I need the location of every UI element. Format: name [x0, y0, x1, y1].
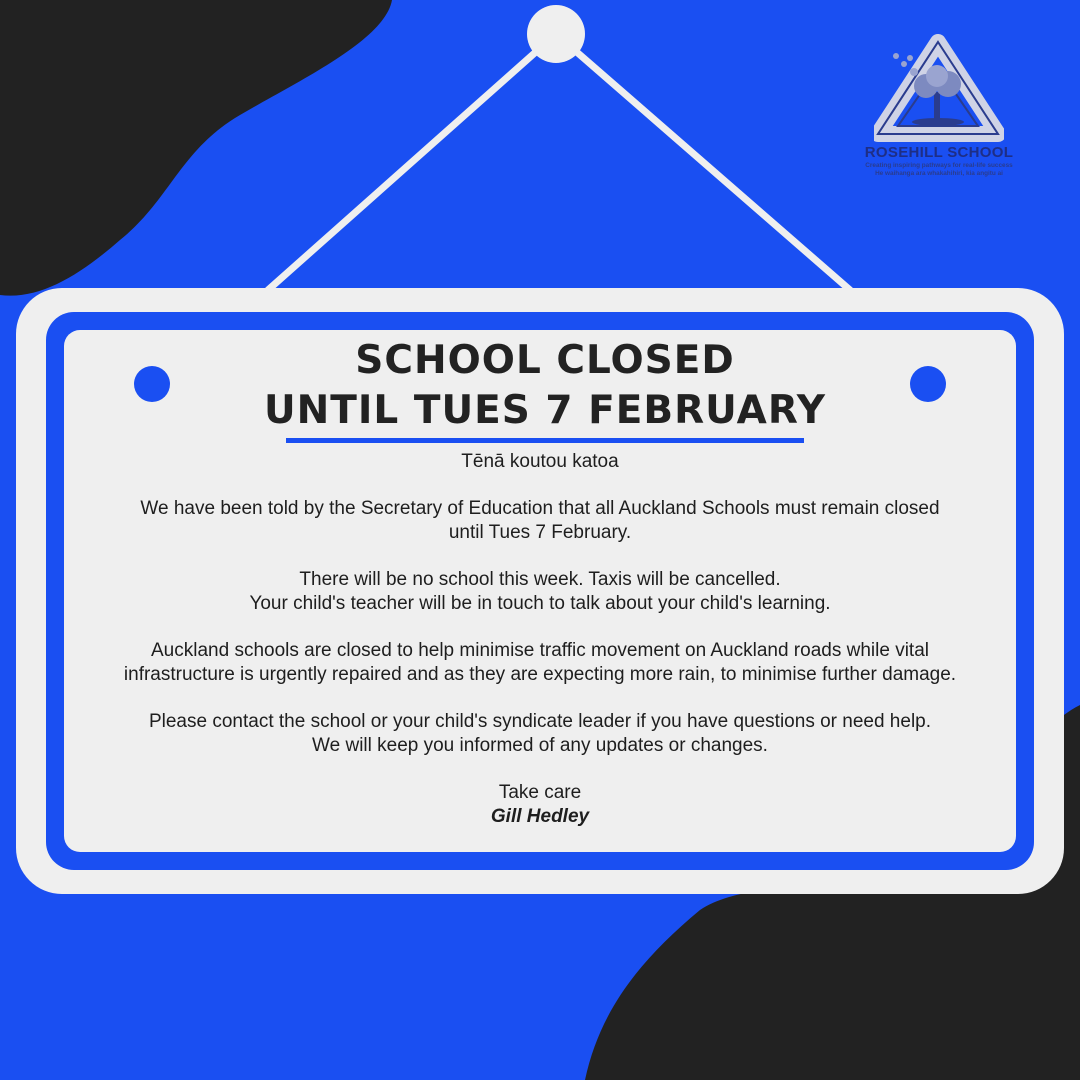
school-tagline-maori: He waihanga ara whakahihiri, kia angitu ai: [875, 170, 1003, 177]
reason-line-1: Auckland schools are closed to help minimise traffic movement on Auckland roads while vital: [151, 640, 929, 661]
closing-text: Take care: [498, 782, 582, 803]
triangle-tree-emblem: [874, 34, 1004, 144]
contact-line-2: We will keep you informed of any updates or changes.: [312, 735, 768, 756]
greeting: Tēnā koutou katoa: [461, 451, 619, 472]
no-school-line-1: There will be no school this week. Taxis will be cancelled.: [299, 569, 781, 590]
headline-line-2: UNTIL TUES 7 FEBRUARY: [264, 388, 826, 433]
school-tagline-english: Creating inspiring pathways for real-life success: [865, 162, 1013, 169]
closure-headline: [140, 336, 950, 436]
headline-line-1: SCHOOL CLOSED: [355, 338, 735, 383]
hanger-string-right: [556, 34, 850, 290]
closure-line-1: We have been told by the Secretary of Education that all Auckland Schools must remain closed: [140, 498, 940, 519]
signoff-paragraph: [70, 781, 1010, 829]
reason-line-2: infrastructure is urgently repaired and as they are expecting more rain, to minimise further damage.: [123, 664, 957, 685]
signature: Gill Hedley: [490, 806, 590, 827]
notice-body: [70, 450, 1010, 852]
school-logo: [846, 34, 1032, 204]
closure-paragraph: [70, 497, 1010, 545]
no-school-paragraph: [70, 568, 1010, 616]
reason-paragraph: [70, 639, 1010, 687]
greeting-paragraph: [70, 450, 1010, 474]
contact-paragraph: [70, 710, 1010, 758]
closure-line-2: until Tues 7 February.: [448, 522, 632, 543]
headline-underline: [286, 438, 804, 443]
school-name: ROSEHILL SCHOOL: [864, 144, 1014, 161]
no-school-line-2: Your child's teacher will be in touch to talk about your child's learning.: [249, 593, 831, 614]
dark-blob-top-left: [0, 0, 392, 296]
contact-line-1: Please contact the school or your child's syndicate leader if you have questions or need help.: [148, 711, 932, 732]
hanger-nail: [527, 5, 585, 63]
